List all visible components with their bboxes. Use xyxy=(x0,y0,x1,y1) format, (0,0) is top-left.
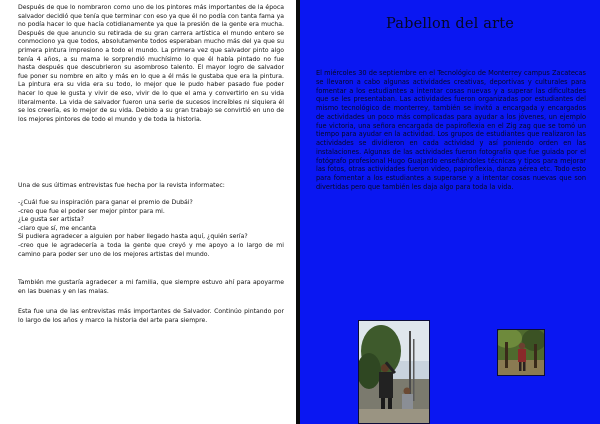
photo-students-outdoors-pointing-up xyxy=(358,320,430,424)
article-title: Pabellon del arte xyxy=(385,16,515,32)
interview-question: -¿Cuál fue su inspiración para ganar el premio de Dubái? xyxy=(18,199,193,206)
interview-answer: -claro que sí, me encanta xyxy=(18,224,97,232)
left-paragraph-closing: Esta fue una de las entrevistas más importantes de Salvador. Continúo pintando por lo largo de los años y marco la historia del arte para siempre. xyxy=(18,308,284,324)
interview-answer: -creo que fue el poder ser mejor pintor para mi. xyxy=(18,207,165,215)
interview-block xyxy=(18,199,284,259)
left-paragraph-family: También me gustaría agradecer a mi familia, que siempre estuvo ahí para apoyarme en las buenas y en las malas. xyxy=(18,279,284,295)
right-page xyxy=(300,0,600,424)
interview-question: Si pudiera agradecer a alguien por haber llegado hasta aquí, ¿quién sería? xyxy=(18,233,248,241)
photo-students-image xyxy=(359,321,429,423)
photo-trees-image xyxy=(498,330,544,375)
interview-question: ¿Le gusta ser artista? xyxy=(18,216,84,224)
left-paragraph-interview-intro: Una de sus últimas entrevistas fue hecha por la revista informatec: xyxy=(18,182,225,189)
interview-answer: -creo que le agradecería a toda la gente que creyó y me apoyo a lo largo de mi camino para poder ser uno de los mejores artistas del mundo. xyxy=(18,241,284,258)
article-body: El miércoles 30 de septiembre en el Tecnológico de Monterrey campus Zacatecas se llevaron a cabo algunas actividades creativas, deportivas y culturales para fomentar a los estudiantes a intentar cosas nuevas y a superar las dificultades que se les presentaban. Las actividades fueron organizadas por estudiantes del mismo tecnológico de monterrey, también se invitó a encargada y encargados de actividades un poco más complicadas para ayudar a los jóvenes, un ejemplo fue victoria, una señora encargada de papiroflexia en el Zig zag que se tomó un tiempo para ayudar en la actividad. Los grupos de estudiantes que realizaron las actividades se dividieron en cada actividad y así poniendo orden en las instalaciones. Algunas de las actividades fueron fotografía que fue guiada por el fotógrafo profesional Hugo Guajardo enseñándoles técnicas y tipos para mejorar las fotos, otras actividades fueron video, papiroflexia, danza aérea etc. Todo esto para fomentar a los estudiantes a superarse y a intentar cosas nuevas que son divertidas pero que también les daja algo para toda la vida. xyxy=(316,69,586,191)
left-paragraph-biography: Después de que lo nombraron como uno de los pintores más importantes de la época salvador decidió que tenía que terminar con eso ya que él no podía con tanta fama ya no podía hacer lo que hacía cotidianamente ya que la presión de la gente era mucha. Después de que anuncio su retirada de su gran carrera artística el mundo entero se conmociono ya que todos, absolutamente todos esperaban mucho más del ya que su primera pintura impresiono a todo el mundo. La primera vez que salvador pinto algo tenía 4 años, a su mama le sorprendió muchísimo lo que él había pintado no fue hasta después que descubrieron su asombroso talento. El mayor logro de salvador fue poner su nombre en alto y más en lo que a él más le gustaba que era la pintura. La pintura era su vida era su todo, lo mejor que le pudo haber pasado fue poder hacer lo que le gusta y vivir de eso, vivir de lo que el ama y convertirlo en su vida literalmente. La vida de salvador fueron una serie de sucesos increíbles ni siquiera él se los creería, es lo mejor de su vida. Debido a su gran trabajo se convirtió en uno de los mejores pintores de todo el mundo y de toda la historia. xyxy=(18,4,284,123)
photo-person-among-trees xyxy=(497,329,545,376)
